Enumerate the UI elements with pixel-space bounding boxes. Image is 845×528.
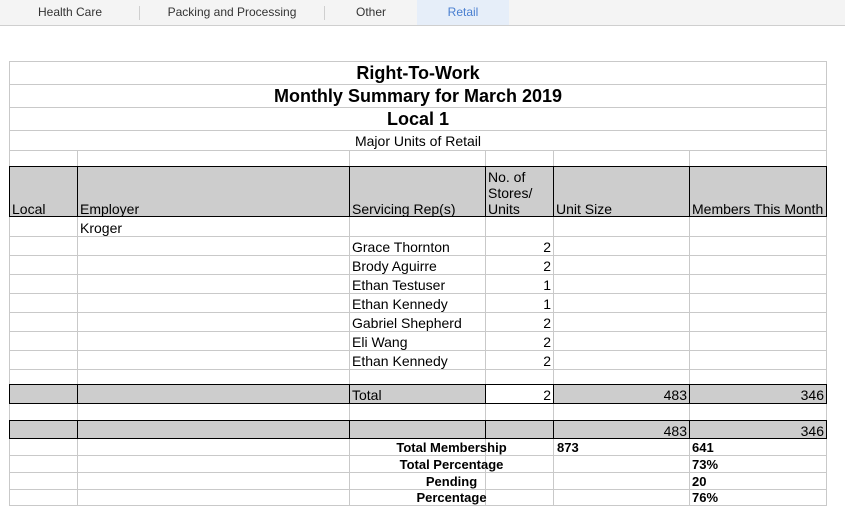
- report-title[interactable]: Right-To-Work: [356, 63, 480, 83]
- total-unit-size[interactable]: 483: [663, 387, 687, 403]
- sheet-tab-bar: [0, 0, 845, 26]
- tab-retail[interactable]: Retail: [417, 0, 509, 25]
- rep-name-cell[interactable]: Gabriel Shepherd: [352, 315, 462, 331]
- column-header-members[interactable]: Members This Month: [692, 201, 824, 217]
- rep-name-cell[interactable]: Ethan Testuser: [352, 277, 446, 293]
- column-header-stores[interactable]: No. of Stores/ Units: [488, 169, 533, 217]
- grand-members[interactable]: 346: [800, 423, 824, 439]
- local-title[interactable]: Local 1: [386, 109, 450, 129]
- summary-unit-size[interactable]: 873: [557, 440, 579, 455]
- rep-name-cell[interactable]: Eli Wang: [352, 334, 408, 350]
- report-subtitle[interactable]: Monthly Summary for March 2019: [273, 86, 563, 106]
- stores-count-cell[interactable]: 2: [543, 258, 551, 274]
- column-header-local[interactable]: Local: [12, 201, 46, 217]
- summary-members[interactable]: 73%: [692, 457, 719, 472]
- summary-members[interactable]: 641: [692, 440, 714, 455]
- tab-packing-and-processing[interactable]: Packing and Processing: [167, 5, 297, 19]
- summary-label[interactable]: Total Percentage: [399, 457, 504, 472]
- summary-label[interactable]: Pending: [425, 474, 478, 489]
- section-title[interactable]: Major Units of Retail: [354, 133, 482, 149]
- summary-label[interactable]: Percentage: [416, 490, 487, 505]
- tab-health-care[interactable]: Health Care: [37, 5, 103, 19]
- rep-name-cell[interactable]: Grace Thornton: [352, 239, 450, 255]
- stores-count-cell[interactable]: 2: [543, 353, 551, 369]
- total-row-fill: [9, 385, 485, 403]
- column-header-servicing-rep[interactable]: Servicing Rep(s): [352, 201, 456, 217]
- total-members[interactable]: 346: [800, 387, 824, 403]
- rep-name-cell[interactable]: Ethan Kennedy: [352, 353, 448, 369]
- summary-label[interactable]: Total Membership: [396, 440, 507, 455]
- grand-unit-size[interactable]: 483: [663, 423, 687, 439]
- total-stores[interactable]: 2: [543, 387, 551, 403]
- column-header-unit-size[interactable]: Unit Size: [556, 201, 613, 217]
- stores-count-cell[interactable]: 2: [543, 334, 551, 350]
- summary-members[interactable]: 76%: [692, 490, 719, 505]
- rep-name-cell[interactable]: Brody Aguirre: [352, 258, 437, 274]
- summary-members[interactable]: 20: [692, 474, 707, 489]
- stores-count-cell[interactable]: 2: [543, 315, 551, 331]
- stores-count-cell[interactable]: 2: [543, 239, 551, 255]
- stores-count-cell[interactable]: 1: [543, 296, 551, 312]
- total-label[interactable]: Total: [352, 387, 382, 403]
- rep-name-cell[interactable]: Ethan Kennedy: [352, 296, 448, 312]
- employer-cell[interactable]: Kroger: [80, 220, 123, 236]
- stores-count-cell[interactable]: 1: [543, 277, 551, 293]
- column-header-employer[interactable]: Employer: [80, 201, 140, 217]
- tab-other[interactable]: Other: [355, 5, 386, 19]
